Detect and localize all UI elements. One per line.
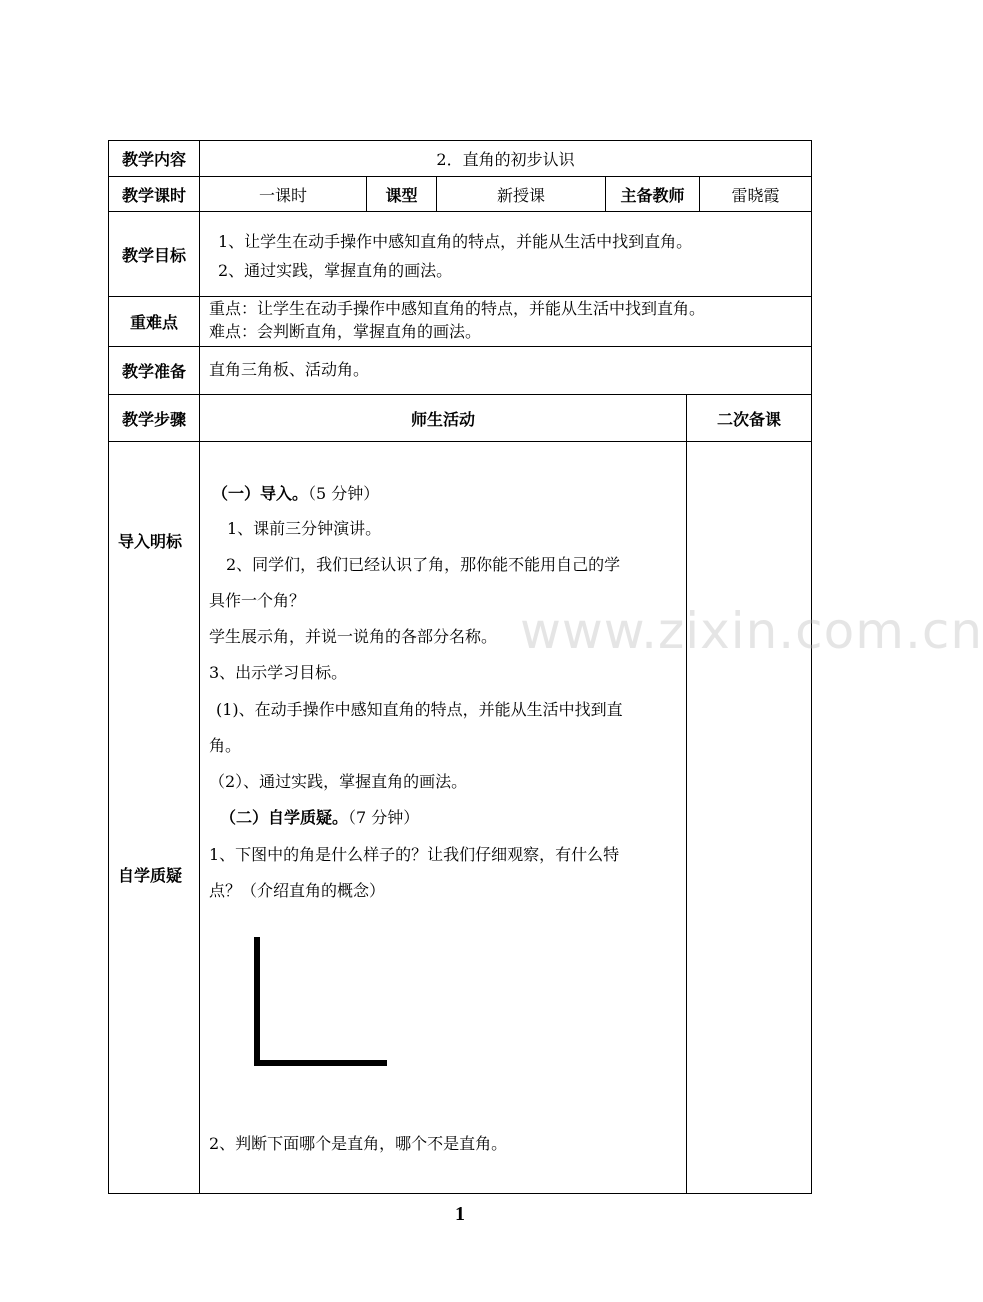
table-border-right	[811, 140, 812, 1194]
right-angle-lines	[257, 937, 387, 1063]
page-number: 1	[455, 1203, 465, 1225]
content-line-7a: 1、下图中的角是什么样子的？让我们仔细观察，有什么特	[209, 845, 620, 864]
watermark: www.zixin.com.cn	[520, 602, 983, 660]
goal-line-1: 1、让学生在动手操作中感知直角的特点，并能从生活中找到直角。	[218, 232, 693, 251]
class-hours-value: 一课时	[258, 185, 307, 205]
lesson-type-value: 新授课	[496, 185, 545, 205]
table-border-bottom	[108, 1193, 812, 1194]
self-heading-line	[220, 808, 419, 828]
label-teaching-goals: 教学目标	[121, 245, 186, 265]
label-teaching-steps: 教学步骤	[121, 409, 186, 429]
content-line-2a: 2、同学们，我们已经认识了角，那你能不能用自己的学	[226, 555, 621, 574]
step-self-study-label: 自学质疑	[118, 866, 183, 885]
content-line-2b: 具作一个角？	[209, 591, 306, 610]
table-row-line-3	[108, 296, 812, 297]
content-line-1: 1、课前三分钟演讲。	[227, 519, 382, 538]
self-study-time: （7 分钟）	[348, 808, 420, 827]
label-second-prep: 二次备课	[716, 409, 781, 429]
table-divider-prep	[686, 394, 687, 1194]
label-activities: 师生活动	[410, 409, 475, 429]
table-row-line-2	[108, 211, 812, 212]
key-point-line: 重点：让学生在动手操作中感知直角的特点，并能从生活中找到直角。	[209, 299, 706, 318]
intro-heading: （一）导入。	[212, 484, 309, 503]
table-divider-label	[199, 140, 200, 1194]
label-teaching-content: 教学内容	[121, 150, 186, 169]
step-intro-label: 导入明标	[118, 532, 183, 551]
intro-time: （5 分钟）	[308, 484, 380, 503]
label-lead-teacher: 主备教师	[620, 185, 685, 205]
content-line-5b: 角。	[209, 736, 242, 755]
content-line-8: 2、判断下面哪个是直角，哪个不是直角。	[209, 1134, 508, 1153]
intro-heading-line	[212, 484, 379, 504]
content-line-4: 3、出示学习目标。	[209, 663, 348, 682]
content-line-6: （2）、通过实践，掌握直角的画法。	[209, 772, 468, 791]
self-study-heading: （二）自学质疑。	[220, 808, 349, 827]
table-row-line-4	[108, 346, 812, 347]
right-angle-figure	[250, 935, 390, 1070]
lead-teacher-value: 雷晓霞	[731, 185, 780, 205]
content-line-5a: (1)、在动手操作中感知直角的特点，并能从生活中找到直	[216, 700, 623, 719]
content-line-3: 学生展示角，并说一说角的各部分名称。	[209, 627, 498, 646]
difficulty-line: 难点：会判断直角，掌握直角的画法。	[209, 322, 482, 341]
lesson-title: 2．直角的初步认识	[436, 150, 575, 169]
goal-line-2: 2、通过实践，掌握直角的画法。	[218, 261, 453, 280]
label-lesson-type: 课型	[385, 185, 418, 205]
label-preparation: 教学准备	[121, 362, 186, 381]
preparation-value: 直角三角板、活动角。	[209, 360, 370, 379]
label-class-hours: 教学课时	[121, 185, 186, 205]
table-row-line-6	[108, 441, 812, 442]
label-key-points: 重难点	[129, 313, 178, 332]
content-line-7b: 点？（介绍直角的概念）	[209, 881, 386, 900]
